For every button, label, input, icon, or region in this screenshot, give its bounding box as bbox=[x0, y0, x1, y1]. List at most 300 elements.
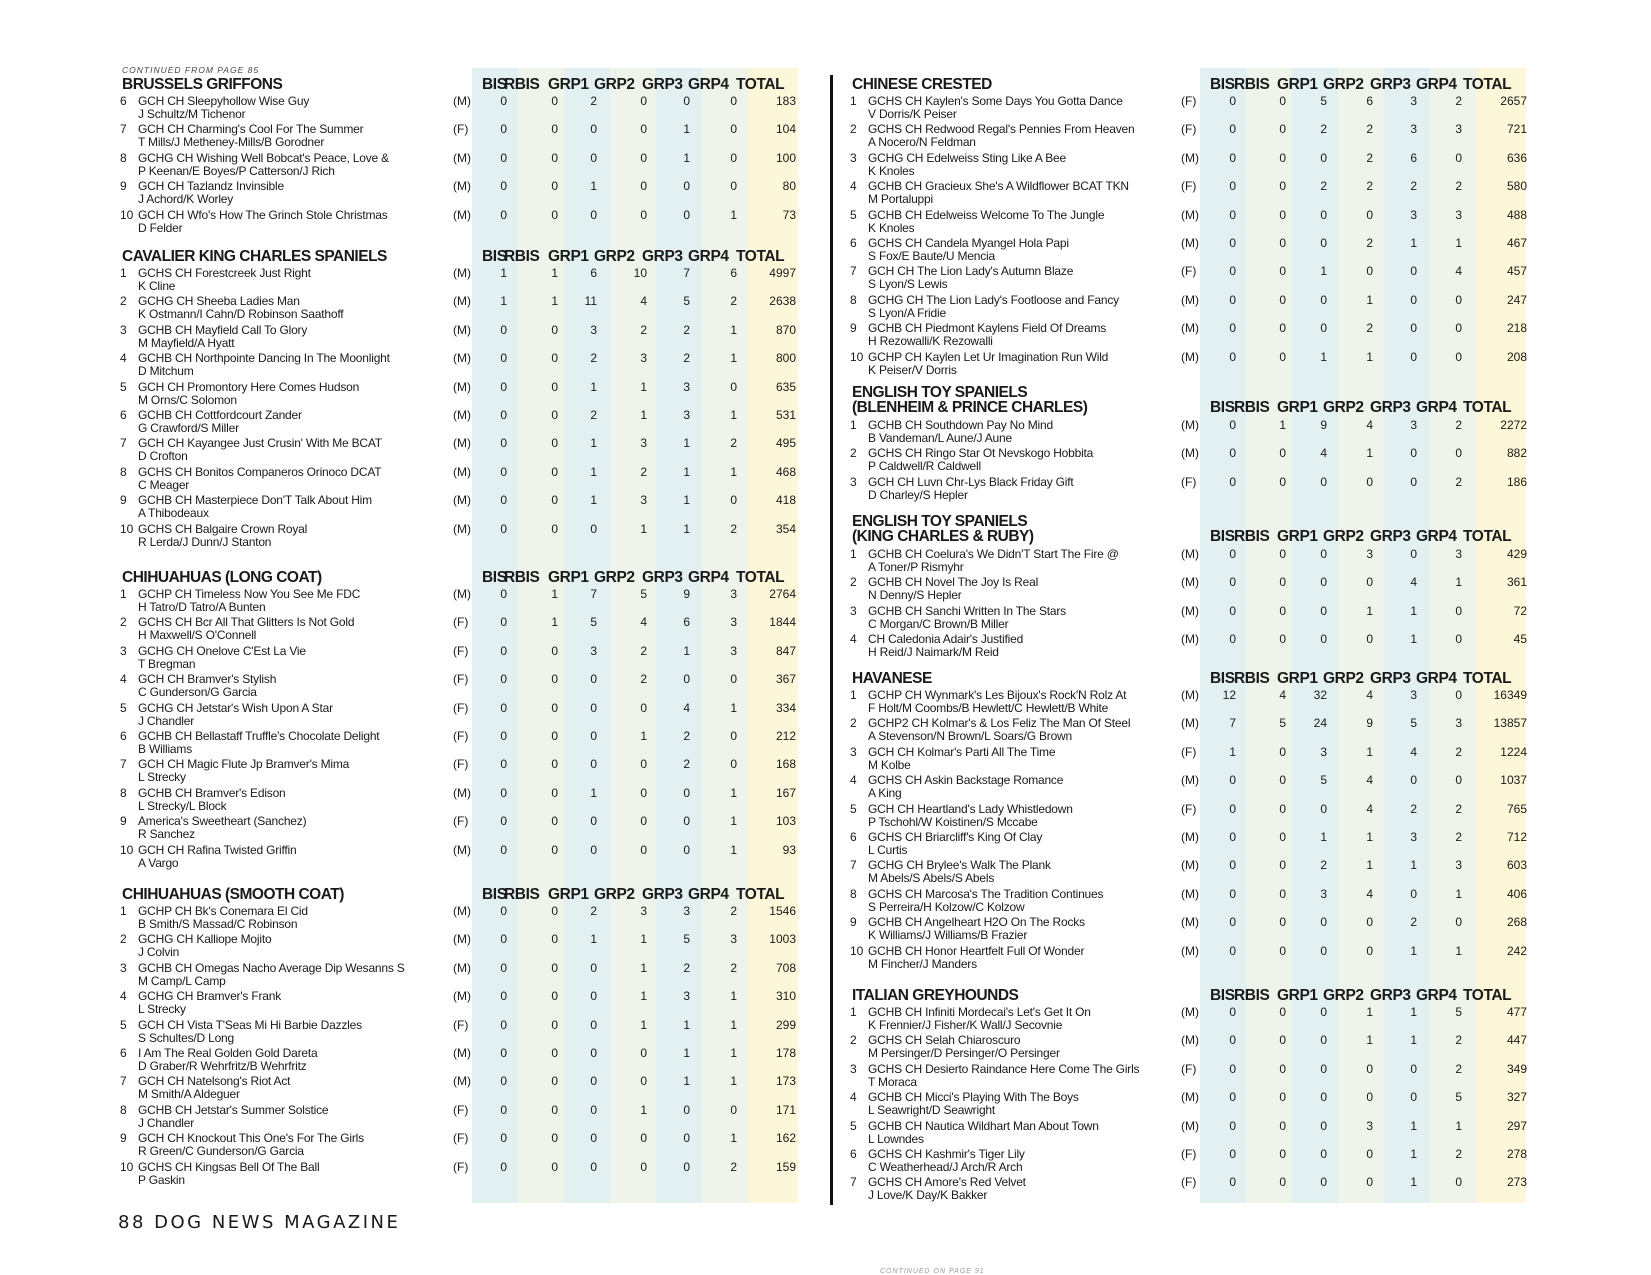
stat-grp3: 0 bbox=[1410, 474, 1417, 489]
table-row bbox=[848, 93, 1548, 121]
stat-grp4: 4 bbox=[1455, 264, 1462, 279]
sex-label: (M) bbox=[1181, 716, 1199, 731]
stat-grp2: 1 bbox=[1366, 349, 1373, 364]
table-row bbox=[848, 687, 1548, 715]
rank-number: 8 bbox=[120, 1102, 127, 1117]
stat-rbis: 0 bbox=[1279, 858, 1286, 873]
stat-grp3: 0 bbox=[683, 94, 690, 108]
stat-grp1: 0 bbox=[1320, 575, 1327, 590]
dog-name: GCH CH Luvn Chr-Lys Black Friday Gift bbox=[868, 474, 1074, 489]
table-row bbox=[848, 886, 1548, 914]
section-title: BRUSSELS GRIFFONS bbox=[122, 76, 283, 93]
sex-label: (F) bbox=[1181, 122, 1197, 137]
stat-grp4: 1 bbox=[730, 814, 737, 829]
table-row bbox=[118, 728, 818, 756]
stat-grp2: 0 bbox=[640, 207, 647, 222]
column-header-total: TOTAL bbox=[736, 886, 785, 903]
table-row bbox=[848, 1146, 1548, 1174]
section-title: (KING CHARLES & RUBY) bbox=[852, 528, 1034, 545]
stat-bis: 0 bbox=[500, 904, 507, 918]
stat-total: 247 bbox=[1506, 292, 1527, 307]
dog-name: GCHP CH Wynmark's Les Bijoux's Rock'N Rolz At bbox=[868, 688, 1127, 702]
stat-grp3: 1 bbox=[683, 122, 690, 137]
stat-total: 268 bbox=[1506, 915, 1527, 930]
column-header-bis: BIS bbox=[1210, 399, 1235, 416]
stat-bis: 0 bbox=[1229, 1146, 1236, 1161]
stat-total: 1844 bbox=[769, 615, 796, 630]
stat-rbis: 1 bbox=[551, 266, 558, 280]
stat-rbis: 0 bbox=[551, 1017, 558, 1032]
stat-grp1: 0 bbox=[590, 1102, 597, 1117]
stat-grp3: 6 bbox=[1410, 150, 1417, 165]
stat-grp1: 0 bbox=[1320, 207, 1327, 222]
column-header-grp4: GRP4 bbox=[1416, 987, 1457, 1004]
rank-number: 9 bbox=[850, 915, 857, 930]
stat-grp2: 1 bbox=[640, 379, 647, 394]
stat-bis: 0 bbox=[500, 932, 507, 947]
owners: L Curtis bbox=[868, 842, 908, 857]
stat-grp4: 0 bbox=[1455, 688, 1462, 702]
dog-name: GCH CH Wfo's How The Grinch Stole Christmas bbox=[138, 207, 388, 222]
table-row bbox=[848, 1004, 1548, 1032]
rank-number: 3 bbox=[850, 744, 857, 759]
stat-rbis: 0 bbox=[1279, 235, 1286, 250]
stat-grp1: 1 bbox=[590, 785, 597, 800]
stat-rbis: 0 bbox=[1279, 801, 1286, 816]
stat-grp4: 2 bbox=[730, 904, 737, 918]
stat-grp2: 0 bbox=[1366, 575, 1373, 590]
rank-number: 5 bbox=[850, 207, 857, 222]
column-divider bbox=[830, 75, 833, 1205]
table-row bbox=[118, 178, 818, 206]
rank-number: 9 bbox=[120, 179, 127, 194]
dog-name: GCHB CH Sanchi Written In The Stars bbox=[868, 603, 1066, 618]
stat-rbis: 0 bbox=[1279, 1175, 1286, 1190]
stat-grp1: 0 bbox=[1320, 1061, 1327, 1076]
stat-bis: 0 bbox=[500, 179, 507, 194]
table-row bbox=[848, 417, 1548, 445]
stat-rbis: 0 bbox=[1279, 321, 1286, 336]
dog-name: GCHB CH Nautica Wildhart Man About Town bbox=[868, 1118, 1099, 1133]
stat-grp4: 0 bbox=[730, 1102, 737, 1117]
owners: T Moraca bbox=[868, 1074, 917, 1089]
stat-grp4: 1 bbox=[730, 785, 737, 800]
column-header-total: TOTAL bbox=[736, 76, 785, 93]
owners: D Crofton bbox=[138, 449, 188, 464]
sex-label: (F) bbox=[1181, 744, 1197, 759]
stat-total: 100 bbox=[775, 150, 796, 165]
table-row bbox=[848, 1118, 1548, 1146]
sex-label: (F) bbox=[453, 728, 469, 743]
stat-grp4: 6 bbox=[730, 266, 737, 280]
stat-bis: 0 bbox=[1229, 418, 1236, 432]
stat-bis: 0 bbox=[500, 615, 507, 630]
dog-name: GCHB CH Bramver's Edison bbox=[138, 785, 286, 800]
stat-total: 4997 bbox=[769, 266, 796, 280]
stat-total: 310 bbox=[775, 989, 796, 1004]
rank-number: 5 bbox=[850, 801, 857, 816]
stat-total: 580 bbox=[1506, 179, 1527, 194]
rank-number: 3 bbox=[850, 150, 857, 165]
stat-grp3: 0 bbox=[683, 207, 690, 222]
owners: B Williams bbox=[138, 741, 192, 756]
dog-name: GCHS CH Kashmir's Tiger Lily bbox=[868, 1146, 1025, 1161]
owners: S Lyon/A Fridie bbox=[868, 305, 946, 320]
stat-total: 488 bbox=[1506, 207, 1527, 222]
owners: L Seawright/D Seawright bbox=[868, 1103, 996, 1118]
stat-grp4: 0 bbox=[730, 150, 737, 165]
table-row bbox=[118, 1159, 818, 1187]
owners: D Charley/S Hepler bbox=[868, 487, 968, 502]
column-header-grp3: GRP3 bbox=[1370, 399, 1411, 416]
stat-grp1: 0 bbox=[590, 1131, 597, 1146]
sex-label: (M) bbox=[453, 1045, 471, 1060]
owners: A Vargo bbox=[138, 855, 179, 870]
stat-rbis: 0 bbox=[1279, 915, 1286, 930]
stat-grp2: 1 bbox=[640, 407, 647, 422]
column-header-grp3: GRP3 bbox=[642, 886, 683, 903]
column-header-grp1: GRP1 bbox=[548, 569, 589, 586]
column-header-grp2: GRP2 bbox=[594, 569, 635, 586]
stat-rbis: 0 bbox=[1279, 1005, 1286, 1019]
stat-bis: 0 bbox=[1229, 575, 1236, 590]
owners: C Weatherhead/J Arch/R Arch bbox=[868, 1159, 1023, 1174]
stat-total: 354 bbox=[775, 521, 796, 536]
stat-grp4: 0 bbox=[730, 122, 737, 137]
section-header bbox=[118, 249, 818, 265]
stat-grp3: 0 bbox=[683, 814, 690, 829]
stat-rbis: 0 bbox=[1279, 179, 1286, 194]
stat-total: 171 bbox=[775, 1102, 796, 1117]
dog-name: GCHB CH Masterpiece Don'T Talk About Him bbox=[138, 493, 372, 508]
stat-grp2: 0 bbox=[1366, 474, 1373, 489]
table-row bbox=[118, 1045, 818, 1073]
stat-bis: 0 bbox=[1229, 915, 1236, 930]
table-row bbox=[118, 988, 818, 1016]
stat-grp2: 1 bbox=[1366, 1005, 1373, 1019]
rank-number: 7 bbox=[120, 1074, 127, 1089]
rank-number: 10 bbox=[120, 207, 134, 222]
rank-number: 7 bbox=[120, 122, 127, 137]
stat-grp3: 3 bbox=[683, 379, 690, 394]
section-title: CHIHUAHUAS (SMOOTH COAT) bbox=[122, 886, 344, 903]
stat-total: 278 bbox=[1506, 1146, 1527, 1161]
stat-bis: 0 bbox=[1229, 1033, 1236, 1048]
stat-bis: 0 bbox=[1229, 632, 1236, 647]
sex-label: (M) bbox=[1181, 773, 1199, 788]
stat-grp2: 3 bbox=[640, 351, 647, 366]
stat-bis: 0 bbox=[500, 1159, 507, 1174]
stat-grp4: 1 bbox=[1455, 575, 1462, 590]
table-row bbox=[848, 474, 1548, 502]
stat-grp3: 3 bbox=[1410, 418, 1417, 432]
stat-grp4: 2 bbox=[1455, 1033, 1462, 1048]
sex-label: (F) bbox=[453, 1159, 469, 1174]
sex-label: (M) bbox=[1181, 632, 1199, 647]
stat-bis: 0 bbox=[500, 1074, 507, 1089]
sex-label: (M) bbox=[1181, 150, 1199, 165]
stat-total: 186 bbox=[1506, 474, 1527, 489]
stat-bis: 0 bbox=[500, 436, 507, 451]
stat-bis: 0 bbox=[1229, 886, 1236, 901]
breed-section bbox=[118, 249, 818, 549]
stat-grp4: 2 bbox=[730, 294, 737, 309]
dog-name: GCHB CH Southdown Pay No Mind bbox=[868, 418, 1053, 432]
stat-rbis: 0 bbox=[551, 94, 558, 108]
column-header-grp4: GRP4 bbox=[1416, 76, 1457, 93]
rank-number: 2 bbox=[120, 615, 127, 630]
rank-number: 9 bbox=[120, 493, 127, 508]
rank-number: 8 bbox=[850, 886, 857, 901]
stat-total: 367 bbox=[775, 672, 796, 687]
column-header-grp1: GRP1 bbox=[1277, 528, 1318, 545]
stat-grp2: 0 bbox=[640, 150, 647, 165]
column-header-bis: BIS bbox=[1210, 670, 1235, 687]
owners: S Fox/E Baute/U Mencia bbox=[868, 248, 995, 263]
column-header-grp2: GRP2 bbox=[1323, 987, 1364, 1004]
owners: M Kolbe bbox=[868, 757, 911, 772]
rank-number: 5 bbox=[120, 379, 127, 394]
stat-total: 2657 bbox=[1500, 94, 1527, 108]
sex-label: (M) bbox=[1181, 349, 1199, 364]
dog-name: GCH CH Magic Flute Jp Bramver's Mima bbox=[138, 757, 350, 772]
stat-grp3: 2 bbox=[683, 757, 690, 772]
owners: D Mitchum bbox=[138, 364, 194, 379]
stat-total: 173 bbox=[775, 1074, 796, 1089]
stat-bis: 0 bbox=[1229, 943, 1236, 958]
column-header-grp3: GRP3 bbox=[1370, 987, 1411, 1004]
column-header-grp4: GRP4 bbox=[688, 569, 729, 586]
stat-total: 45 bbox=[1513, 632, 1527, 647]
dog-name: GCHP CH Timeless Now You See Me FDC bbox=[138, 587, 361, 601]
owners: J Achord/K Worley bbox=[138, 192, 234, 207]
stat-rbis: 0 bbox=[1279, 349, 1286, 364]
page-footer: 88 DOG NEWS MAGAZINE bbox=[118, 1212, 401, 1233]
column-header-grp3: GRP3 bbox=[642, 569, 683, 586]
section-header bbox=[848, 385, 1548, 417]
owners: J Colvin bbox=[138, 945, 180, 960]
table-row bbox=[848, 235, 1548, 263]
dog-name: GCH CH Sleepyhollow Wise Guy bbox=[138, 94, 310, 108]
stat-grp3: 0 bbox=[1410, 773, 1417, 788]
stat-grp2: 0 bbox=[640, 179, 647, 194]
section-header bbox=[118, 77, 818, 93]
rank-number: 1 bbox=[850, 94, 857, 108]
rank-number: 2 bbox=[850, 122, 857, 137]
owners: M Persinger/D Persinger/O Persinger bbox=[868, 1046, 1060, 1061]
stat-rbis: 0 bbox=[1279, 474, 1286, 489]
sex-label: (M) bbox=[453, 436, 471, 451]
stat-grp1: 2 bbox=[1320, 122, 1327, 137]
stat-grp2: 0 bbox=[640, 757, 647, 772]
dog-name: GCHB CH Northpointe Dancing In The Moonlight bbox=[138, 351, 390, 366]
table-row bbox=[118, 379, 818, 407]
stat-rbis: 0 bbox=[551, 150, 558, 165]
stat-total: 167 bbox=[775, 785, 796, 800]
stat-grp4: 2 bbox=[730, 960, 737, 975]
stat-bis: 0 bbox=[1229, 1061, 1236, 1076]
stat-grp3: 0 bbox=[1410, 264, 1417, 279]
rank-number: 8 bbox=[120, 464, 127, 479]
stat-grp2: 4 bbox=[1366, 688, 1373, 702]
stat-grp4: 1 bbox=[730, 322, 737, 337]
stat-grp3: 1 bbox=[683, 1017, 690, 1032]
dog-name: GCHG CH Brylee's Walk The Plank bbox=[868, 858, 1051, 873]
stat-grp3: 0 bbox=[683, 672, 690, 687]
sex-label: (M) bbox=[1181, 547, 1199, 561]
stat-grp4: 0 bbox=[1455, 773, 1462, 788]
sex-label: (M) bbox=[453, 464, 471, 479]
stat-rbis: 0 bbox=[1279, 943, 1286, 958]
owners: M Smith/A Aldeguer bbox=[138, 1087, 240, 1102]
table-row bbox=[848, 292, 1548, 320]
stat-grp3: 1 bbox=[1410, 1175, 1417, 1190]
section-header bbox=[118, 887, 818, 903]
stat-grp2: 3 bbox=[640, 436, 647, 451]
stat-total: 297 bbox=[1506, 1118, 1527, 1133]
stat-total: 635 bbox=[775, 379, 796, 394]
stat-grp3: 2 bbox=[683, 960, 690, 975]
rank-number: 9 bbox=[850, 321, 857, 336]
stat-total: 73 bbox=[782, 207, 796, 222]
dog-name: GCHB CH Angelheart H2O On The Rocks bbox=[868, 915, 1085, 930]
stat-rbis: 0 bbox=[551, 436, 558, 451]
table-row bbox=[848, 445, 1548, 473]
stat-total: 93 bbox=[782, 842, 796, 857]
table-row bbox=[118, 265, 818, 293]
stat-rbis: 0 bbox=[1279, 292, 1286, 307]
column-header-rbis: RBIS bbox=[1234, 76, 1270, 93]
stat-grp4: 5 bbox=[1455, 1005, 1462, 1019]
stat-rbis: 0 bbox=[1279, 1033, 1286, 1048]
owners: S Lyon/S Lewis bbox=[868, 277, 948, 292]
column-header-grp1: GRP1 bbox=[548, 76, 589, 93]
stat-rbis: 0 bbox=[551, 407, 558, 422]
owners: J Chandler bbox=[138, 1115, 195, 1130]
dog-name: GCH CH Kayangee Just Crusin' With Me BCAT bbox=[138, 436, 382, 451]
stat-total: 159 bbox=[775, 1159, 796, 1174]
stat-grp3: 2 bbox=[683, 351, 690, 366]
stat-grp2: 1 bbox=[1366, 292, 1373, 307]
owners: K Knoles bbox=[868, 220, 915, 235]
column-header-rbis: RBIS bbox=[504, 76, 540, 93]
dog-name: GCHS CH Redwood Regal's Pennies From Heaven bbox=[868, 122, 1135, 137]
stat-grp2: 9 bbox=[1366, 716, 1373, 731]
rank-number: 1 bbox=[850, 1005, 857, 1019]
column-header-grp3: GRP3 bbox=[1370, 670, 1411, 687]
table-row bbox=[118, 1102, 818, 1130]
stat-grp2: 2 bbox=[640, 322, 647, 337]
sex-label: (M) bbox=[1181, 575, 1199, 590]
table-row bbox=[118, 350, 818, 378]
stat-total: 870 bbox=[775, 322, 796, 337]
stat-total: 712 bbox=[1506, 829, 1527, 844]
stat-grp1: 1 bbox=[590, 379, 597, 394]
stat-total: 603 bbox=[1506, 858, 1527, 873]
sex-label: (F) bbox=[1181, 264, 1197, 279]
column-header-grp4: GRP4 bbox=[1416, 399, 1457, 416]
stat-grp1: 3 bbox=[590, 322, 597, 337]
stat-grp4: 1 bbox=[1455, 235, 1462, 250]
sex-label: (M) bbox=[453, 521, 471, 536]
sex-label: (M) bbox=[1181, 1118, 1199, 1133]
rank-number: 2 bbox=[850, 446, 857, 461]
stat-total: 429 bbox=[1506, 547, 1527, 561]
stat-bis: 0 bbox=[500, 587, 507, 601]
stat-grp2: 1 bbox=[640, 1102, 647, 1117]
rank-number: 10 bbox=[120, 1159, 134, 1174]
stat-total: 406 bbox=[1506, 886, 1527, 901]
owners: H Reid/J Naimark/M Reid bbox=[868, 645, 999, 660]
owners: F Holt/M Coombs/B Hewlett/C Hewlett/B White bbox=[868, 701, 1109, 715]
stat-grp3: 2 bbox=[1410, 801, 1417, 816]
column-header-bis: BIS bbox=[482, 886, 507, 903]
column-header-rbis: RBIS bbox=[1234, 987, 1270, 1004]
column-header-total: TOTAL bbox=[1463, 76, 1512, 93]
stat-bis: 0 bbox=[500, 672, 507, 687]
owners: P Gaskin bbox=[138, 1172, 185, 1187]
stat-grp3: 0 bbox=[1410, 886, 1417, 901]
dog-name: GCHG CH Bramver's Frank bbox=[138, 989, 282, 1004]
rank-number: 10 bbox=[120, 521, 134, 536]
stat-grp4: 0 bbox=[1455, 150, 1462, 165]
section-title: CHINESE CRESTED bbox=[852, 76, 992, 93]
stat-rbis: 0 bbox=[551, 1159, 558, 1174]
owners: G Crawford/S Miller bbox=[138, 420, 239, 435]
table-row bbox=[848, 715, 1548, 743]
stat-total: 361 bbox=[1506, 575, 1527, 590]
stat-bis: 0 bbox=[500, 94, 507, 108]
stat-rbis: 0 bbox=[551, 785, 558, 800]
sex-label: (F) bbox=[453, 122, 469, 137]
rank-number: 4 bbox=[120, 351, 127, 366]
dog-name: GCHS CH Kaylen's Some Days You Gotta Dance bbox=[868, 94, 1123, 108]
stat-bis: 0 bbox=[500, 379, 507, 394]
stat-bis: 0 bbox=[1229, 292, 1236, 307]
sex-label: (M) bbox=[453, 150, 471, 165]
stat-bis: 0 bbox=[500, 464, 507, 479]
stat-grp2: 3 bbox=[640, 904, 647, 918]
stat-total: 208 bbox=[1506, 349, 1527, 364]
table-row bbox=[118, 207, 818, 235]
column-header-grp2: GRP2 bbox=[1323, 528, 1364, 545]
stat-grp1: 0 bbox=[590, 814, 597, 829]
owners: C Morgan/C Brown/B Miller bbox=[868, 616, 1009, 631]
owners: D Graber/R Wehrfritz/B Wehrfritz bbox=[138, 1058, 307, 1073]
owners: M Portaluppi bbox=[868, 192, 933, 207]
stat-bis: 0 bbox=[1229, 349, 1236, 364]
breed-section bbox=[848, 671, 1548, 971]
stat-bis: 0 bbox=[500, 122, 507, 137]
stat-grp4: 2 bbox=[1455, 418, 1462, 432]
stat-grp2: 2 bbox=[640, 464, 647, 479]
sex-label: (M) bbox=[1181, 292, 1199, 307]
stat-bis: 0 bbox=[1229, 1005, 1236, 1019]
stat-grp1: 2 bbox=[1320, 858, 1327, 873]
sex-label: (M) bbox=[1181, 1005, 1199, 1019]
dog-name: GCHB CH Jetstar's Summer Solstice bbox=[138, 1102, 329, 1117]
owners: T Mills/J Metheney-Mills/B Gorodner bbox=[138, 135, 325, 150]
breed-section bbox=[118, 570, 818, 870]
stat-rbis: 0 bbox=[1279, 150, 1286, 165]
owners: M Camp/L Camp bbox=[138, 973, 226, 988]
table-row bbox=[848, 320, 1548, 348]
sex-label: (M) bbox=[1181, 829, 1199, 844]
stat-rbis: 0 bbox=[1279, 547, 1286, 561]
stat-grp2: 4 bbox=[1366, 801, 1373, 816]
stat-grp2: 3 bbox=[1366, 1118, 1373, 1133]
stat-grp4: 0 bbox=[1455, 632, 1462, 647]
